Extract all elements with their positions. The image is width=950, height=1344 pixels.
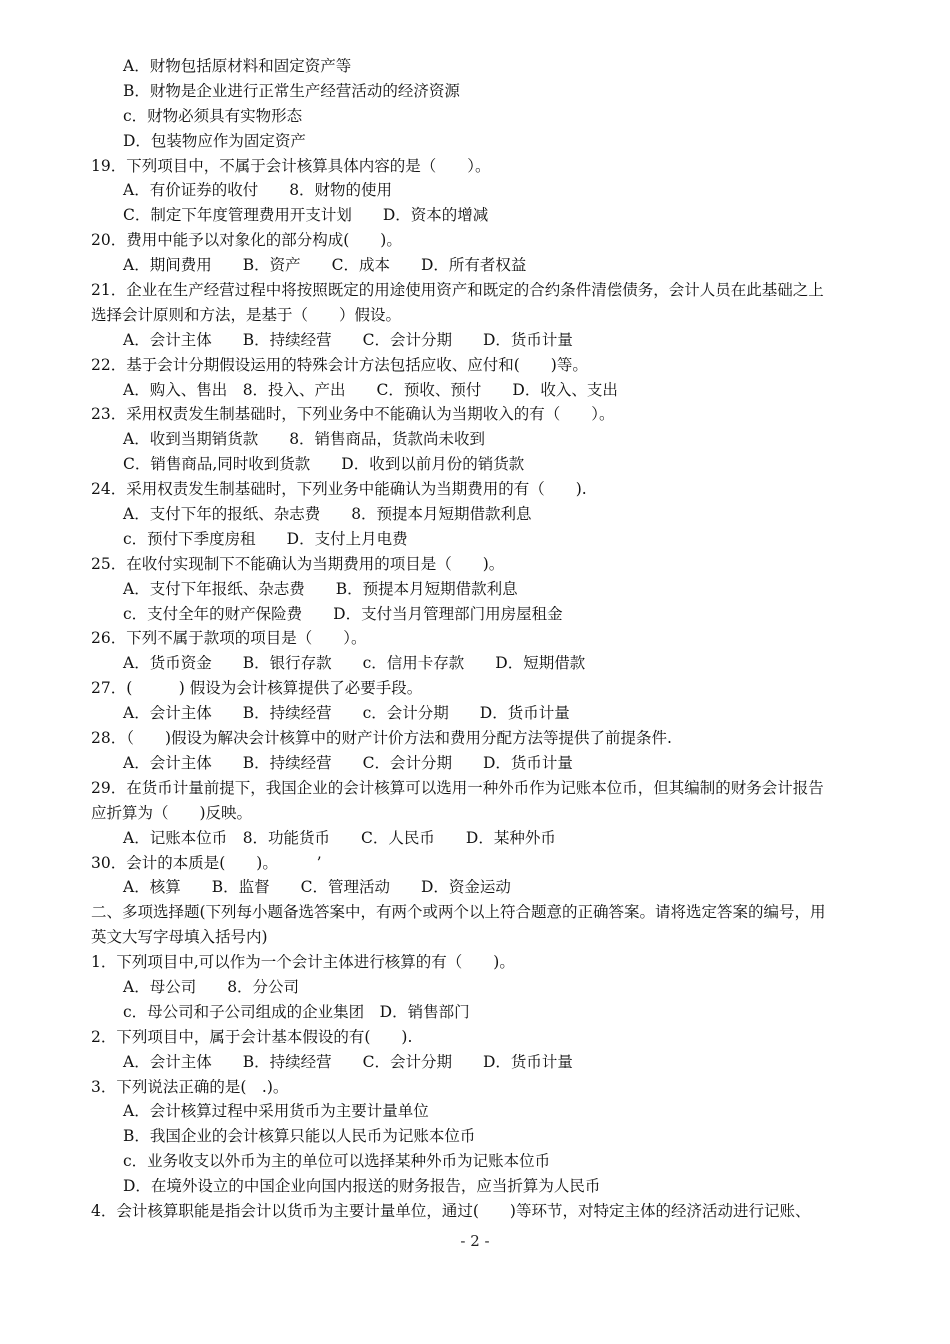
option-line: A．会计主体 B．持续经营 C．会计分期 D．货币计量	[123, 330, 573, 349]
option-line: D．包装物应作为固定资产	[123, 131, 306, 150]
option-line: A．购入、售出 8．投入、产出 C．预收、预付 D．收入、支出	[123, 380, 618, 399]
option-line: A．支付下年报纸、杂志费 B．预提本月短期借款利息	[123, 579, 518, 598]
option-line: A．有价证券的收付 8．财物的使用	[123, 181, 393, 200]
question-line: 21．企业在生产经营过程中将按照既定的用途使用资产和既定的合约条件清偿债务，会计人员在此基础之上	[91, 281, 824, 300]
option-line: A．会计主体 B．持续经营 c．会计分期 D．货币计量	[123, 704, 570, 723]
option-line: c．母公司和子公司组成的企业集团 D．销售部门	[123, 1002, 470, 1021]
question-line: 选择会计原则和方法，是基于（ ）假设。	[91, 305, 402, 324]
option-line: A．会计主体 B．持续经营 C．会计分期 D．货币计量	[123, 1052, 573, 1071]
option-line: c．预付下季度房租 D．支付上月电费	[123, 529, 408, 548]
option-line: B．财物是企业进行正常生产经营活动的经济资源	[123, 81, 460, 100]
option-line: A．母公司 8．分公司	[123, 977, 300, 996]
question-line: 28．（ )假设为解决会计核算中的财产计价方法和费用分配方法等提供了前提条件.	[91, 729, 672, 748]
question-lines	[0, 54, 950, 1224]
option-line: A．核算 B．监督 C．管理活动 D．资金运动	[123, 878, 511, 897]
option-line: D．在境外设立的中国企业向国内报送的财务报告，应当折算为人民币	[123, 1177, 601, 1196]
option-line: C．销售商品,同时收到货款 D．收到以前月份的销货款	[123, 455, 525, 474]
option-line: A．记账本位币 8．功能货币 C．人民币 D．某种外币	[123, 828, 556, 847]
option-line: c．支付全年的财产保险费 D．支付当月管理部门用房屋租金	[123, 604, 563, 623]
section-heading-line: 二、多项选择题(下列每小题备选答案中，有两个或两个以上符合题意的正确答案。请将选定答案的编号，用	[91, 903, 826, 922]
option-line: A．期间费用 B．资产 C．成本 D．所有者权益	[123, 256, 527, 275]
option-line: c．业务收支以外币为主的单位可以选择某种外币为记账本位币	[123, 1152, 551, 1171]
question-line: 23．采用权责发生制基础时，下列业务中不能确认为当期收入的有（ ）。	[91, 405, 615, 424]
question-line: 26．下列不属于款项的项目是（ ）。	[91, 629, 367, 648]
option-line: A．会计核算过程中采用货币为主要计量单位	[123, 1102, 429, 1121]
question-line: 25．在收付实现制下不能确认为当期费用的项目是（ )。	[91, 554, 505, 573]
section-heading-line: 英文大写字母填入括号内)	[91, 928, 268, 947]
question-line: 4．会计核算职能是指会计以货币为主要计量单位，通过( )等环节，对特定主体的经济活动进行记账、	[91, 1201, 811, 1220]
option-line: A．会计主体 B．持续经营 C．会计分期 D．货币计量	[123, 753, 573, 772]
question-line: 应折算为（ )反映。	[91, 803, 253, 822]
question-line: 3．下列说法正确的是( .)。	[91, 1077, 289, 1096]
option-line: B．我国企业的会计核算只能以人民币为记账本位币	[123, 1127, 476, 1146]
question-line: 1．下列项目中,可以作为一个会计主体进行核算的有（ )。	[91, 953, 515, 972]
option-line: A．支付下年的报纸、杂志费 8．预提本月短期借款利息	[123, 505, 532, 524]
option-line: C．制定下年度管理费用开支计划 D．资本的增减	[123, 206, 489, 225]
option-line: c．财物必须具有实物形态	[123, 106, 303, 125]
question-line: 27．( ) 假设为会计核算提供了必要手段。	[91, 679, 423, 698]
page-number: - 2 -	[460, 1232, 490, 1250]
option-line: A．收到当期销货款 8．销售商品，货款尚未收到	[123, 430, 486, 449]
question-line: 19．下列项目中，不属于会计核算具体内容的是（ ）。	[91, 156, 491, 175]
question-line: 22．基于会计分期假设运用的特殊会计方法包括应收、应付和( )等。	[91, 355, 588, 374]
option-line: A．货币资金 B．银行存款 c．信用卡存款 D．短期借款	[123, 654, 586, 673]
question-line: 30．会计的本质是( )。 ’	[91, 853, 322, 872]
question-line: 24．采用权责发生制基础时，下列业务中能确认为当期费用的有（ ).	[91, 480, 587, 499]
question-line: 29．在货币计量前提下，我国企业的会计核算可以选用一种外币作为记账本位币，但其编制的财务会计报告	[91, 778, 824, 797]
option-line: A．财物包括原材料和固定资产等	[123, 57, 352, 75]
question-line: 20．费用中能予以对象化的部分构成( )。	[91, 231, 402, 250]
question-line: 2．下列项目中，属于会计基本假设的有( ).	[91, 1027, 413, 1046]
